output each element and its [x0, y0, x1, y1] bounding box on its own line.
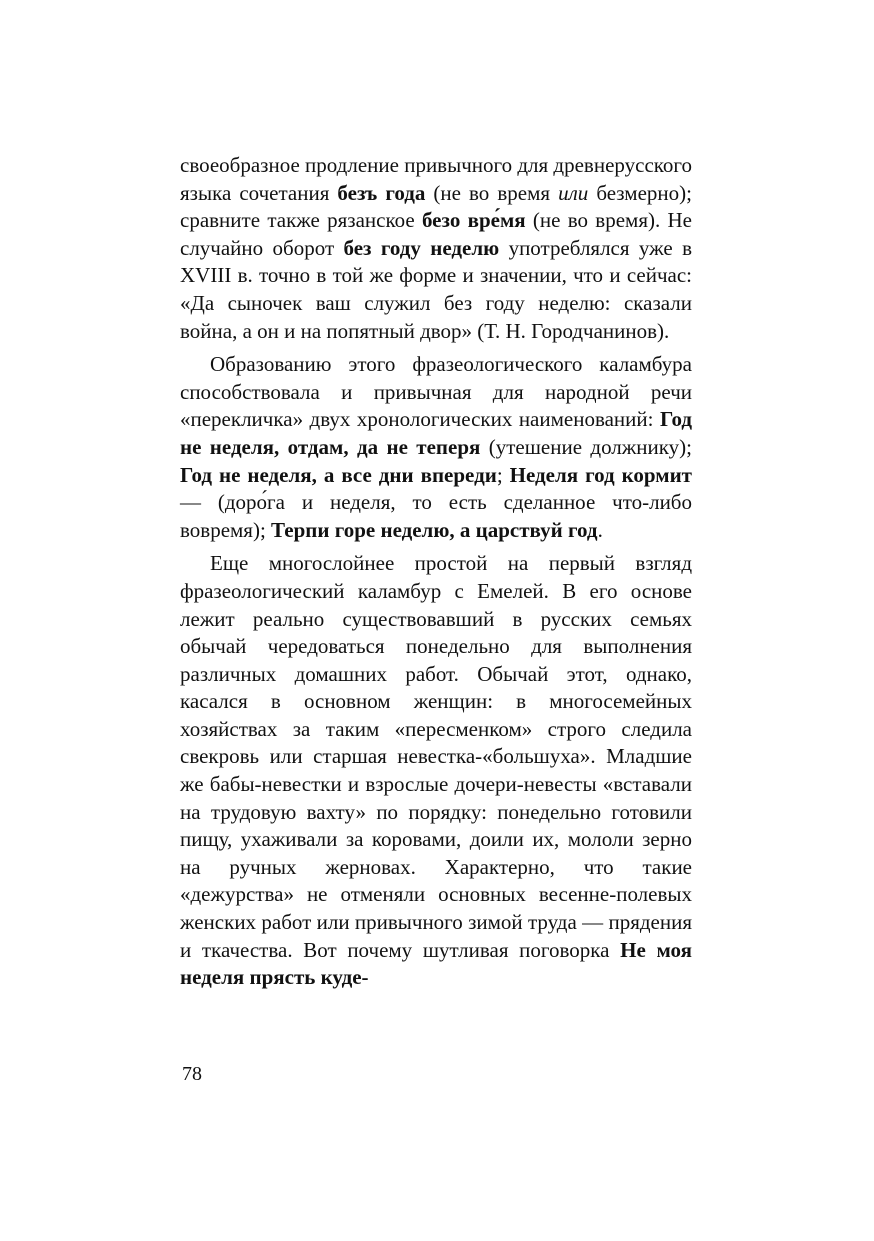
- bold-phrase: Терпи горе неделю, а царствуй год: [271, 517, 598, 542]
- italic-word: или: [558, 180, 589, 205]
- text-segment: Еще многослойнее простой на первый взгляд фразеологический каламбур с Емелей. В его основе лежит реально существовавший в русских семьях обычай чередоваться понедельно для выполнения различных домашних работ. Обычай этот, однако, касался в основном женщин: в многосемейных хозяйствах за таким «пересменком» строго следила свекровь или старшая невестка-«большуха». Младшие же бабы-невестки и взрослые дочери-невесты «вставали на трудовую вахту» по порядку: понедельно готовили пищу, ухаживали за коровами, доили их, мололи зерно на ручных жерновах. Характерно, что такие «дежурства» не отменяли основных весенне-полевых женских работ или привычного зимой труда — прядения и ткачества. Вот почему шутливая поговорка: [180, 551, 692, 962]
- text-segment: .: [597, 517, 603, 542]
- paragraph-1: [180, 152, 692, 345]
- bold-phrase: безъ года: [337, 180, 426, 205]
- text-segment: употреблялся уже в XVIII в. точно в той же форме и значении, что и сейчас: «Да сыночек ваш служил без году неделю: сказали война, а он и на попятный двор» (Т. Н. Городчанинов).: [180, 235, 692, 343]
- bold-phrase: Год не неделя, отдам, да не теперя: [180, 407, 692, 459]
- page-number: 78: [182, 1063, 202, 1085]
- bold-phrase: Неделя год кормит: [509, 462, 692, 487]
- text-segment: Образованию этого фразеологического каламбура способствовала и привычная для народной речи «перекличка» двух хронологических наименований:: [180, 352, 692, 432]
- text-segment: (утешение должнику);: [480, 434, 692, 459]
- text-segment: (не во время: [425, 180, 559, 205]
- paragraph-3: [180, 550, 692, 992]
- bold-phrase: без году неделю: [343, 235, 500, 260]
- text-segment: (не во время). Не случайно оборот: [180, 208, 692, 260]
- bold-phrase: Не моя неделя прясть куде-: [180, 937, 692, 990]
- text-segment: своеобразное продление привычного для древнерусского языка сочетания: [180, 153, 692, 205]
- paragraph-2: [180, 351, 692, 544]
- bold-phrase: безо вре́мя: [421, 208, 526, 233]
- text-segment: — (доро́га и неделя, то есть сделанное что-либо вовремя);: [180, 490, 692, 542]
- text-segment: безмерно); сравните также рязанское: [180, 180, 692, 233]
- book-page-text: [180, 152, 692, 992]
- bold-phrase: Год не неделя, а все дни впереди: [180, 462, 497, 487]
- text-segment: ;: [496, 462, 510, 487]
